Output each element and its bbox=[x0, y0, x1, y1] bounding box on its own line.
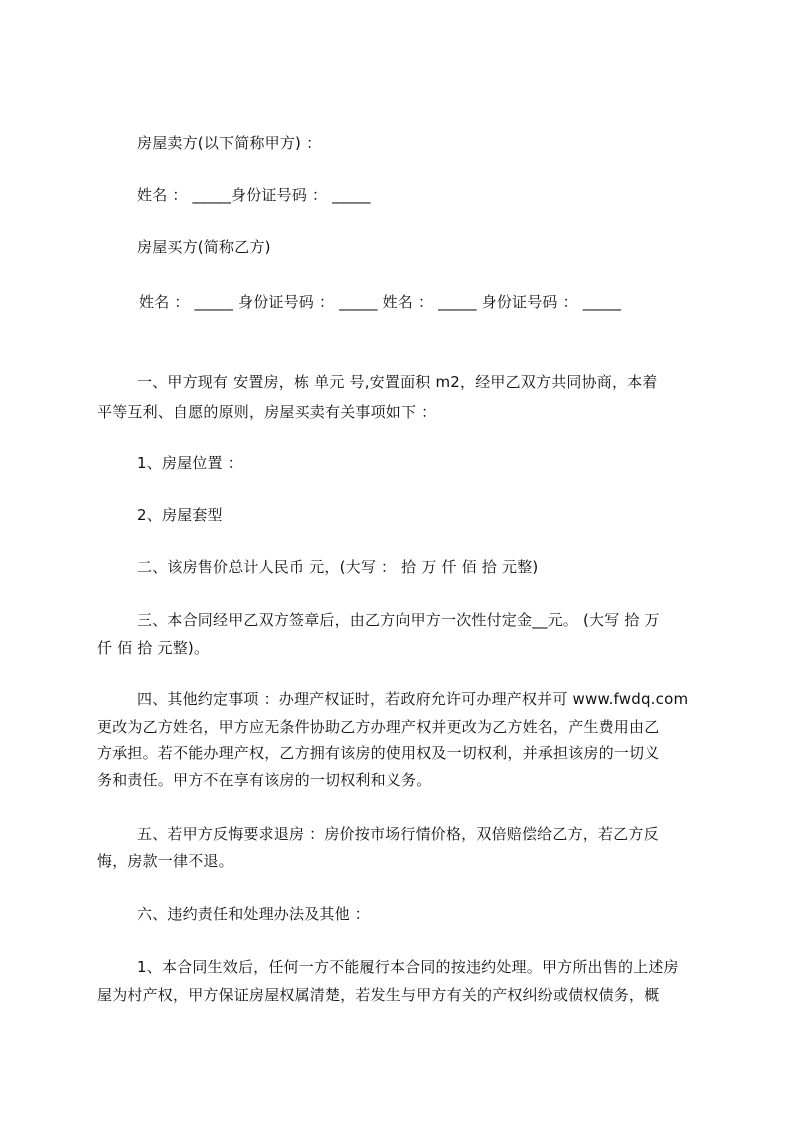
clause5-line1: 五、若甲方反悔要求退房 ：房价按市场行情价格，双倍赔偿给乙方，若乙方反 bbox=[137, 825, 659, 843]
clause6-heading: 六、违约责任和处理办法及其他 ： bbox=[137, 905, 370, 923]
item1-1: 1、房屋位置 ： bbox=[137, 454, 243, 472]
buyer-id-line: 姓名 ： _____ 身份证号码 ： _____ 姓名 ： _____ 身份证号码 ： _____ bbox=[139, 293, 622, 311]
clause2: 二、该房售价总计人民币 元，(大写 ： 拾 万 仟 佰 拾 元整) bbox=[137, 558, 539, 576]
seller-heading: 房屋卖方(以下简称甲方) ： bbox=[137, 134, 322, 152]
clause4-line3: 方承担。若不能办理产权，乙方拥有该房的使用权及一切权利，并承担该房的一切义 bbox=[97, 744, 660, 762]
seller-id-line: 姓名 ： _____身份证号码 ： _____ bbox=[137, 186, 371, 204]
clause1-line2: 平等互利、自愿的原则，房屋买卖有关事项如下 ： bbox=[97, 403, 437, 421]
clause4-line1: 四、其他约定事项 ：办理产权证时，若政府允许可办理产权并可 www.fwdq.com bbox=[137, 690, 689, 708]
clause5-line2: 悔，房款一律不退。 bbox=[97, 852, 234, 870]
clause6-item1-line1: 1、本合同生效后，任何一方不能履行本合同的按违约处理。甲方所出售的上述房 bbox=[137, 958, 679, 976]
clause3-line1: 三、本合同经甲乙双方签章后，由乙方向甲方一次性付定金__元。 (大写 拾 万 bbox=[137, 611, 660, 629]
clause6-item1-line2: 屋为村产权，甲方保证房屋权属清楚，若发生与甲方有关的产权纠纷或债权债务，概 bbox=[97, 986, 660, 1004]
clause3-line2: 仟 佰 拾 元整)。 bbox=[97, 639, 210, 657]
buyer-heading: 房屋买方(简称乙方) bbox=[137, 238, 271, 256]
clause1-line1: 一、甲方现有 安置房，栋 单元 号,安置面积 m2，经甲乙双方共同协商，本着 bbox=[137, 373, 658, 391]
clause4-line4: 务和责任。甲方不在享有该房的一切权利和义务。 bbox=[97, 771, 432, 789]
item1-2: 2、房屋套型 bbox=[137, 506, 223, 524]
clause4-line2: 更改为乙方姓名，甲方应无条件协助乙方办理产权并更改为乙方姓名，产生费用由乙 bbox=[97, 718, 660, 736]
